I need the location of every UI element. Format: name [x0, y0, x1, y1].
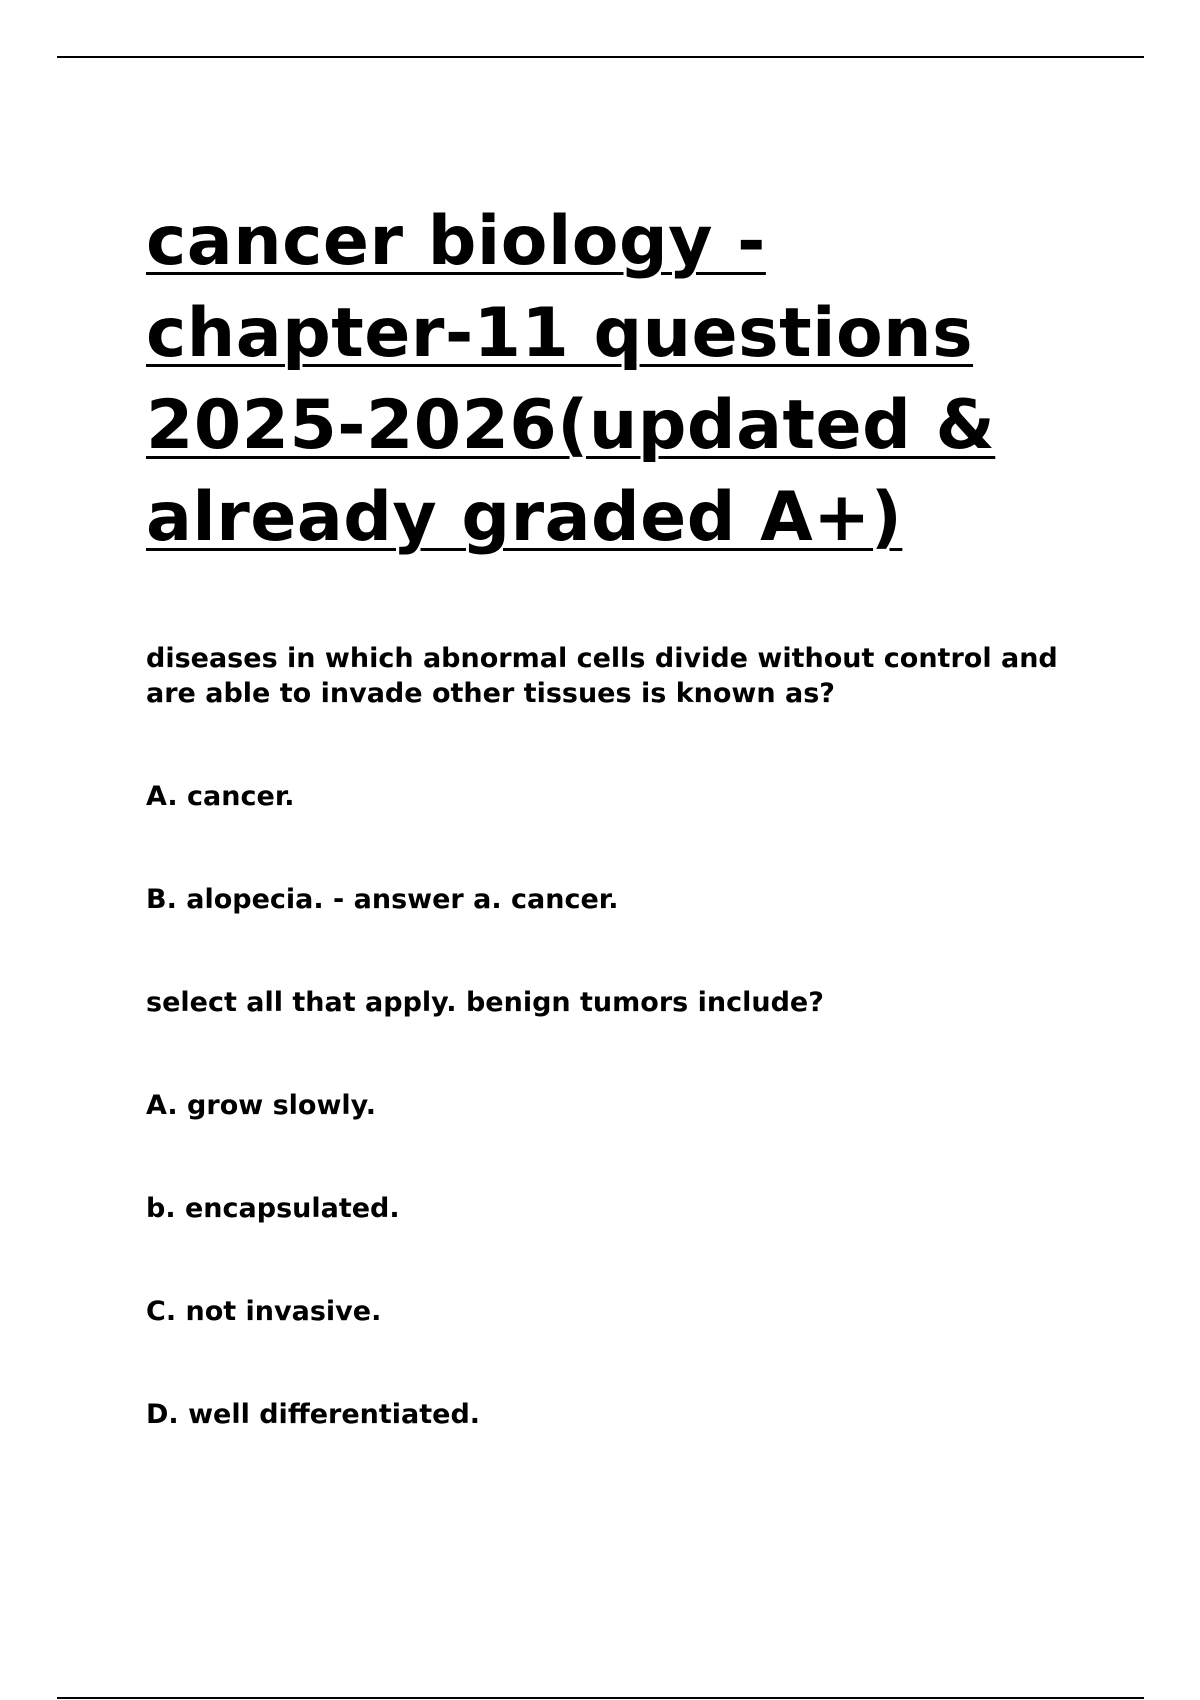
- document-title: cancer biology - chapter-11 questions 2025-2026(updated & already graded A+): [146, 202, 996, 557]
- document-body: [146, 196, 1106, 1432]
- question-2-option-a: A. grow slowly.: [146, 1090, 377, 1121]
- bottom-divider: [57, 1697, 1144, 1699]
- question-2-text: select all that apply. benign tumors include?: [146, 987, 824, 1018]
- question-1-text: diseases in which abnormal cells divide without control and are able to invade other tissues is known as?: [146, 643, 1058, 709]
- question-1-option-b: B. alopecia. - answer a. cancer.: [146, 884, 619, 915]
- question-2-option-c: C. not invasive.: [146, 1296, 382, 1327]
- question-1-option-a: A. cancer.: [146, 781, 295, 812]
- question-2-option-b: b. encapsulated.: [146, 1193, 400, 1224]
- top-divider: [57, 56, 1144, 58]
- question-2-option-d: D. well differentiated.: [146, 1399, 481, 1430]
